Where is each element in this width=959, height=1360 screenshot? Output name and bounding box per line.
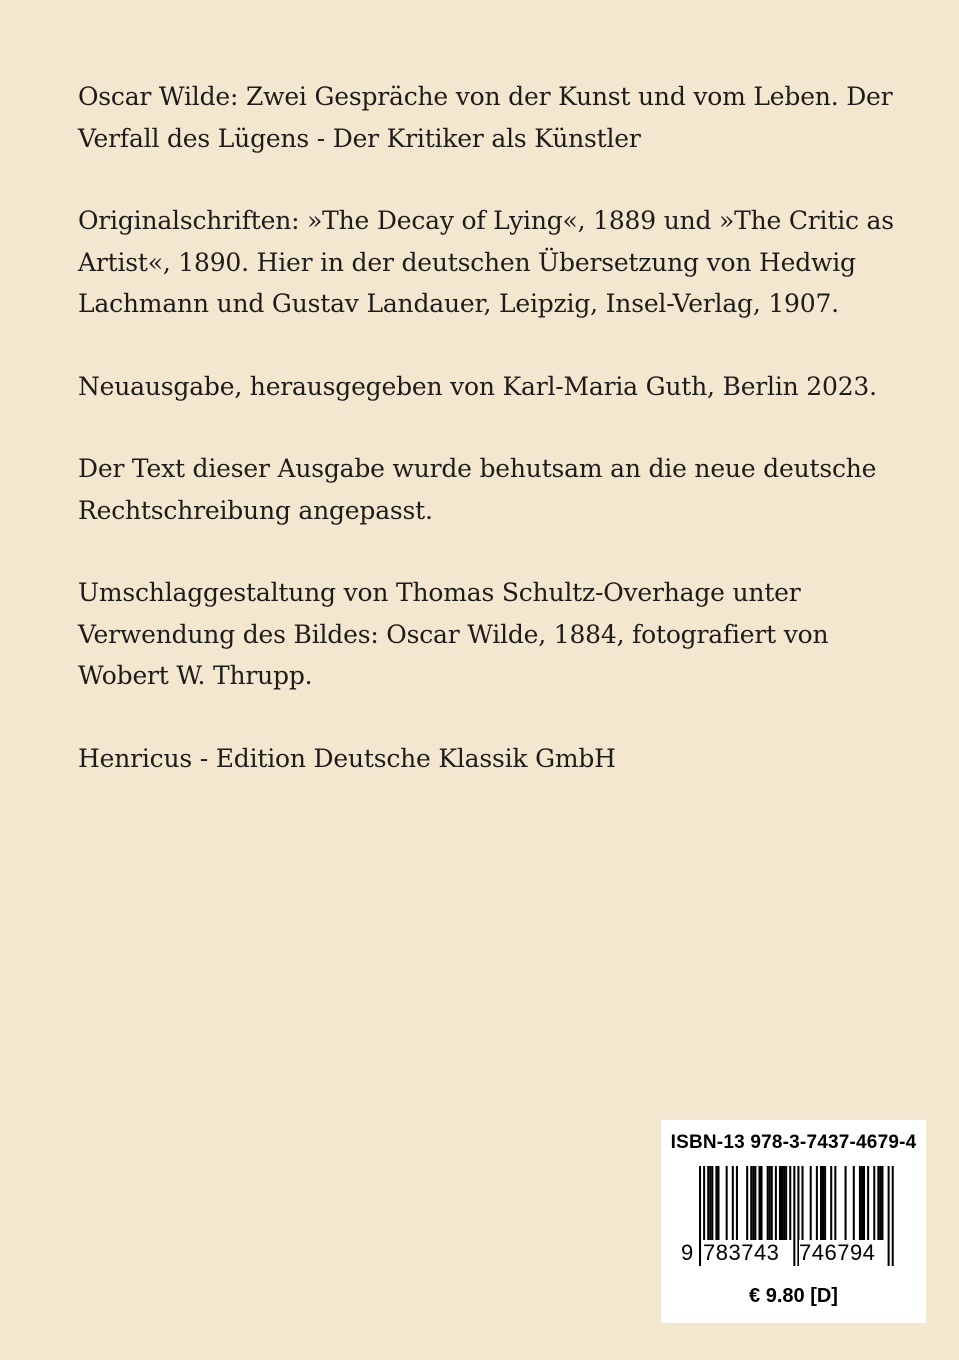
text-line: Wobert W. Thrupp. — [78, 661, 313, 690]
edition-paragraph — [78, 366, 898, 408]
text-line: Verfall des Lügens - Der Kritiker als Künstler — [78, 123, 641, 153]
text-line: Originalschriften: »The Decay of Lying«, 1889 und »The Critic as — [78, 206, 894, 235]
orthography-paragraph — [78, 448, 898, 531]
barcode-bar — [881, 1166, 883, 1240]
text-line: Umschlaggestaltung von Thomas Schultz-Overhage unter — [78, 578, 801, 607]
barcode-label — [661, 1120, 926, 1323]
barcode-bar — [769, 1166, 771, 1240]
barcode-first-digit: 9 — [681, 1240, 694, 1265]
barcode-bar — [715, 1166, 717, 1240]
barcode-bar — [859, 1166, 861, 1240]
barcode-bar — [830, 1166, 832, 1240]
barcode-bar — [767, 1166, 769, 1240]
barcode-bar — [785, 1166, 787, 1240]
barcode-bar — [877, 1166, 879, 1240]
text-line: Der Text dieser Ausgabe wurde behutsam an die neue deutsche — [78, 454, 877, 483]
barcode-left-digits: 783743 — [703, 1240, 780, 1265]
text-line: Rechtschreibung angepasst. — [78, 495, 433, 525]
price-label: € 9.80 [D] — [749, 1285, 838, 1307]
barcode-bar — [750, 1166, 752, 1240]
barcode-bar — [775, 1166, 777, 1240]
imprint-text — [78, 76, 898, 820]
barcode-bar — [781, 1166, 783, 1240]
barcode-bar — [726, 1166, 728, 1240]
barcode-bar — [820, 1166, 822, 1240]
text-line: Henricus - Edition Deutsche Klassik GmbH — [78, 743, 616, 773]
barcode-bar — [732, 1166, 734, 1240]
barcode-bar — [758, 1166, 760, 1240]
barcode-bar — [853, 1166, 855, 1240]
text-line: Artist«, 1890. Hier in der deutschen Übersetzung von Hedwig — [78, 247, 856, 277]
publisher-paragraph — [78, 738, 898, 780]
barcode-bar — [867, 1166, 869, 1240]
barcode-bar — [810, 1166, 812, 1240]
barcode-bar — [709, 1166, 711, 1240]
text-line: Lachmann und Gustav Landauer, Leipzig, Insel-Verlag, 1907. — [78, 289, 839, 318]
barcode-bar — [816, 1166, 818, 1240]
barcode-bar — [754, 1166, 756, 1240]
barcode-bar — [779, 1166, 781, 1240]
barcode-bar — [752, 1166, 754, 1240]
cover-design-paragraph — [78, 572, 898, 697]
text-line: Neuausgabe, herausgegeben von Karl-Maria Guth, Berlin 2023. — [78, 371, 877, 401]
barcode-bar — [771, 1166, 773, 1240]
original-sources-paragraph — [78, 200, 898, 325]
barcode-bar — [834, 1166, 836, 1240]
barcode-bar — [845, 1166, 847, 1240]
barcode-bar — [863, 1166, 865, 1240]
barcode-bar — [783, 1166, 785, 1240]
barcode-bar — [736, 1166, 738, 1240]
text-line: Oscar Wilde: Zwei Gespräche von der Kunst und vom Leben. Der — [78, 82, 893, 111]
barcode-bar — [861, 1166, 863, 1240]
barcode-right-digits: 746794 — [799, 1240, 876, 1265]
barcode-bar — [824, 1166, 826, 1240]
barcode-bar — [822, 1166, 824, 1240]
barcode-bar — [873, 1166, 875, 1240]
text-line: Verwendung des Bildes: Oscar Wilde, 1884, fotografiert von — [78, 619, 829, 649]
barcode-bar — [707, 1166, 709, 1240]
title-paragraph — [78, 76, 898, 159]
barcode-bar — [761, 1166, 763, 1240]
isbn-number: ISBN-13 978-3-7437-4679-4 — [670, 1132, 917, 1153]
barcode-bar — [711, 1166, 713, 1240]
barcode-bar — [879, 1166, 881, 1240]
barcode-bar — [802, 1166, 804, 1240]
barcode-bar — [717, 1166, 719, 1240]
barcode-digits — [681, 1240, 911, 1266]
barcode-bar — [789, 1166, 791, 1240]
barcode-bar — [746, 1166, 748, 1240]
